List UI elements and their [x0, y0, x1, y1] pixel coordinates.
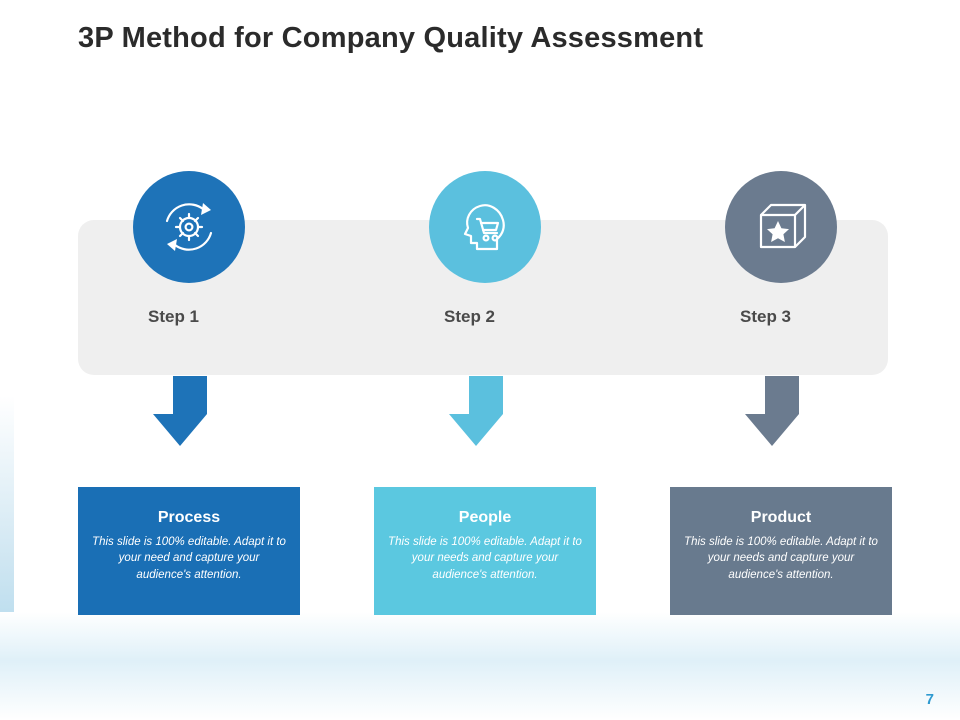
step-label-3: Step 3: [740, 307, 792, 326]
step-card-title-1: Process: [157, 509, 221, 526]
step-arrow-1: [173, 376, 207, 446]
step-icon-circle-3[interactable]: [725, 171, 837, 283]
step-label-2: Step 2: [444, 307, 496, 326]
step-column-2: [374, 0, 674, 720]
step-card-2[interactable]: [374, 487, 596, 615]
step-card-text-2: This slide is 100% editable. Adapt it to your needs and capture your audience's attention.: [388, 536, 582, 581]
step-card-text-3: This slide is 100% editable. Adapt it to your needs and capture your audience's attention.: [684, 536, 878, 581]
page-title: 3P Method for Company Quality Assessment: [78, 22, 704, 54]
gear-refresh-cycle-icon: [157, 195, 221, 259]
step-card-title-2: People: [458, 509, 512, 526]
page-number: 7: [925, 691, 934, 708]
step-icon-circle-2[interactable]: [429, 171, 541, 283]
step-card-title-3: Product: [750, 509, 812, 526]
step-column-3: [670, 0, 960, 720]
head-shopping-cart-icon: [453, 195, 517, 259]
step-arrow-3: [765, 376, 799, 446]
step-card-1[interactable]: [78, 487, 300, 615]
step-label-1: Step 1: [148, 307, 200, 326]
step-column-1: [78, 0, 378, 720]
box-star-product-icon: [749, 195, 813, 259]
step-icon-circle-1[interactable]: [133, 171, 245, 283]
step-arrow-2: [469, 376, 503, 446]
step-card-3[interactable]: [670, 487, 892, 615]
step-card-text-1: This slide is 100% editable. Adapt it to your need and capture your audience's attention.: [92, 536, 286, 581]
